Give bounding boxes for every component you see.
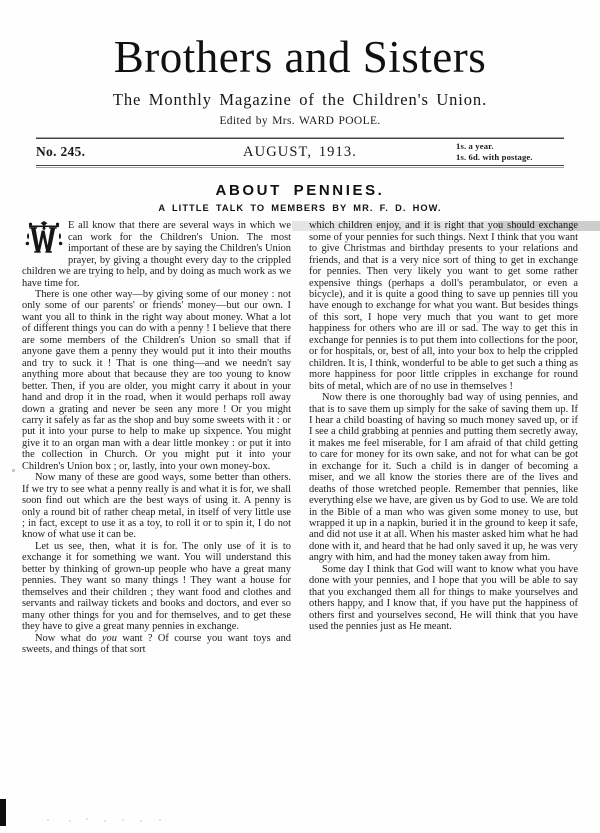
- paragraph-text: Now there is one thoroughly bad way of using pennies, and that is to save them up simply for the sake of saving them up. If I hear a child boasting of having so much money saved up, or if I see a child grabbing at pennies and putting them secretly away, it makes me feel miserable, for I am afraid of that child getting to care for money for its own sake, and not for what can be got in exchange for it. Such a child is in danger of becoming a miser, and we all know the stories there are of the lives and deaths of those wretched people. Remember that pennies, like everything else we have, are given us by God to use. We are told in the Bible of a man who was given some money to use, but wrapped it up in a napkin, buried it in the ground to keep it safe, and did not use it at all. When his master asked him what he had done with it, and heard that he had only saved it up, he was very angry with him, and had the money taken away from him.: [309, 392, 578, 564]
- paragraph-text: Some day I think that God will want to know what you have done with your pennies, and I hope that you will be able to say that you exchanged them all for things to make yourselves and others happy, and I know that, if you have put the happiness of others first and yourselves second, He will think that you have used the pennies just as He meant.: [309, 563, 578, 633]
- price-per-year: 1s. a year.: [456, 141, 494, 152]
- scan-artifact-faint-marks: [45, 818, 175, 823]
- paragraph: [22, 220, 291, 289]
- rule-line-thick: [36, 165, 564, 166]
- paragraph-text: Now many of these are good ways, some better than others. If we try to see what a penny really is and what it is for, we shall soon find out which are the best ways of using it. A penny is only a round bit of rather cheap metal, in itself of very little use ; in fact, except to use it as a toy, to roll it or to spin it, I do not know of what use it can be.: [22, 472, 291, 541]
- issue-number: No. 245.: [36, 144, 86, 160]
- scan-artifact-corner: [0, 799, 6, 826]
- paragraph-text: Let us see, then, what it is for. The only use of it is to exchange it for something we want. You will understand this better by thinking of grown-up people who have a great many pennies. They want so many things ! They want a house for themselves and their children ; they want food and clothes and servants and railway tickets and books and doctors, and ever so many other things for you and for themselves, and to get these they have to give a great many pennies in exchange.: [22, 540, 291, 633]
- paragraph-text: which children enjoy, and it is right that you should exchange some of your pennies for such things. Next I think that you want to give Christmas and birthday presents to your relations and friends, and that is a very nice sort of thing to get in exchange for pennies. Then very likely you want to get some rather expensive things (perhaps a doll's perambulator, or even a bicycle), and it is quite a good thing to save up pennies till you have enough to exchange for what you want. But besides things of this sort, I hope very much that you want to get more happiness for others who are ill or sad. The way to get this in exchange for pennies is to put them into collections for the poor, or for hospitals, or, best of all, into your box to help the crippled children. It is, I think, wonderful to be able to get such a thing as more happiness for poor little cripples in exchange for round bits of metal, which are of no use in themselves !: [309, 220, 578, 392]
- column-right: [309, 220, 578, 632]
- magazine-editor: Edited by Mrs. WARD POOLE.: [219, 115, 381, 128]
- price-with-postage: 1s. 6d. with postage.: [456, 152, 533, 163]
- paragraph: [22, 541, 291, 633]
- scan-artifact-speck: [12, 469, 15, 472]
- paragraph: [309, 564, 578, 633]
- paragraph-text: There is one other way—by giving some of our money : not only some of our parents' or friends' money—but our own. I want you all to think in the right way about money. What a lot of different things you can do with a penny ! I believe that there are some members of the Children's Union so small that if anyone gave them a penny they would put it into their mouths and try to suck it ! That is one thing—and we needn't say anything more about that because they are too young to know better. Then, if you are older, you might carry it about in your hand and drop it in the road, when it would perhaps roll away down a grating and never be seen any more ! Or you might carry it safely as far as the shop and buy some sweets with it : or put it into your purse to help to make up sixpence. You might give it to an organ man with a dear little monkey : or put it into the collection in Church. Or you might put it into your Children's Union box ; or, lastly, into your own money-box.: [22, 288, 291, 472]
- paragraph-text-lead: Now what do: [35, 632, 102, 644]
- magazine-subtitle: The Monthly Magazine of the Children's Union.: [112, 90, 488, 110]
- masthead: [0, 0, 600, 127]
- paragraph: [22, 289, 291, 472]
- article-subtitle: A LITTLE TALK TO MEMBERS BY MR. F. D. HOW.: [158, 203, 442, 214]
- column-left: [22, 220, 291, 655]
- emphasis-you: you: [101, 632, 117, 644]
- ornate-dropcap-w: [24, 221, 64, 255]
- article-title: ABOUT PENNIES.: [215, 182, 385, 200]
- header-rule-bottom: [36, 165, 564, 168]
- issue-line: [36, 139, 564, 165]
- paragraph: [309, 392, 578, 564]
- rule-line-thin: [36, 167, 564, 168]
- issue-price: [414, 141, 564, 163]
- paragraph-text-tail: want ? Of course you want toys and sweets, and things of that sort: [22, 632, 291, 656]
- issue-date: AUGUST, 1913.: [243, 143, 357, 160]
- paragraph-text: E all know that there are several ways in which we can work for the Children's Union. The most important of these are by saying the Children's Union prayer, by giving a thought every day to the crippled children we are trying to help, and by doing as much work as we have time for.: [22, 220, 291, 289]
- paragraph: [309, 220, 578, 392]
- article-body: [22, 220, 578, 655]
- magazine-title: Brothers and Sisters: [113, 32, 487, 82]
- paragraph-final: [22, 633, 291, 656]
- article-header: [0, 182, 600, 213]
- paragraph: [22, 472, 291, 541]
